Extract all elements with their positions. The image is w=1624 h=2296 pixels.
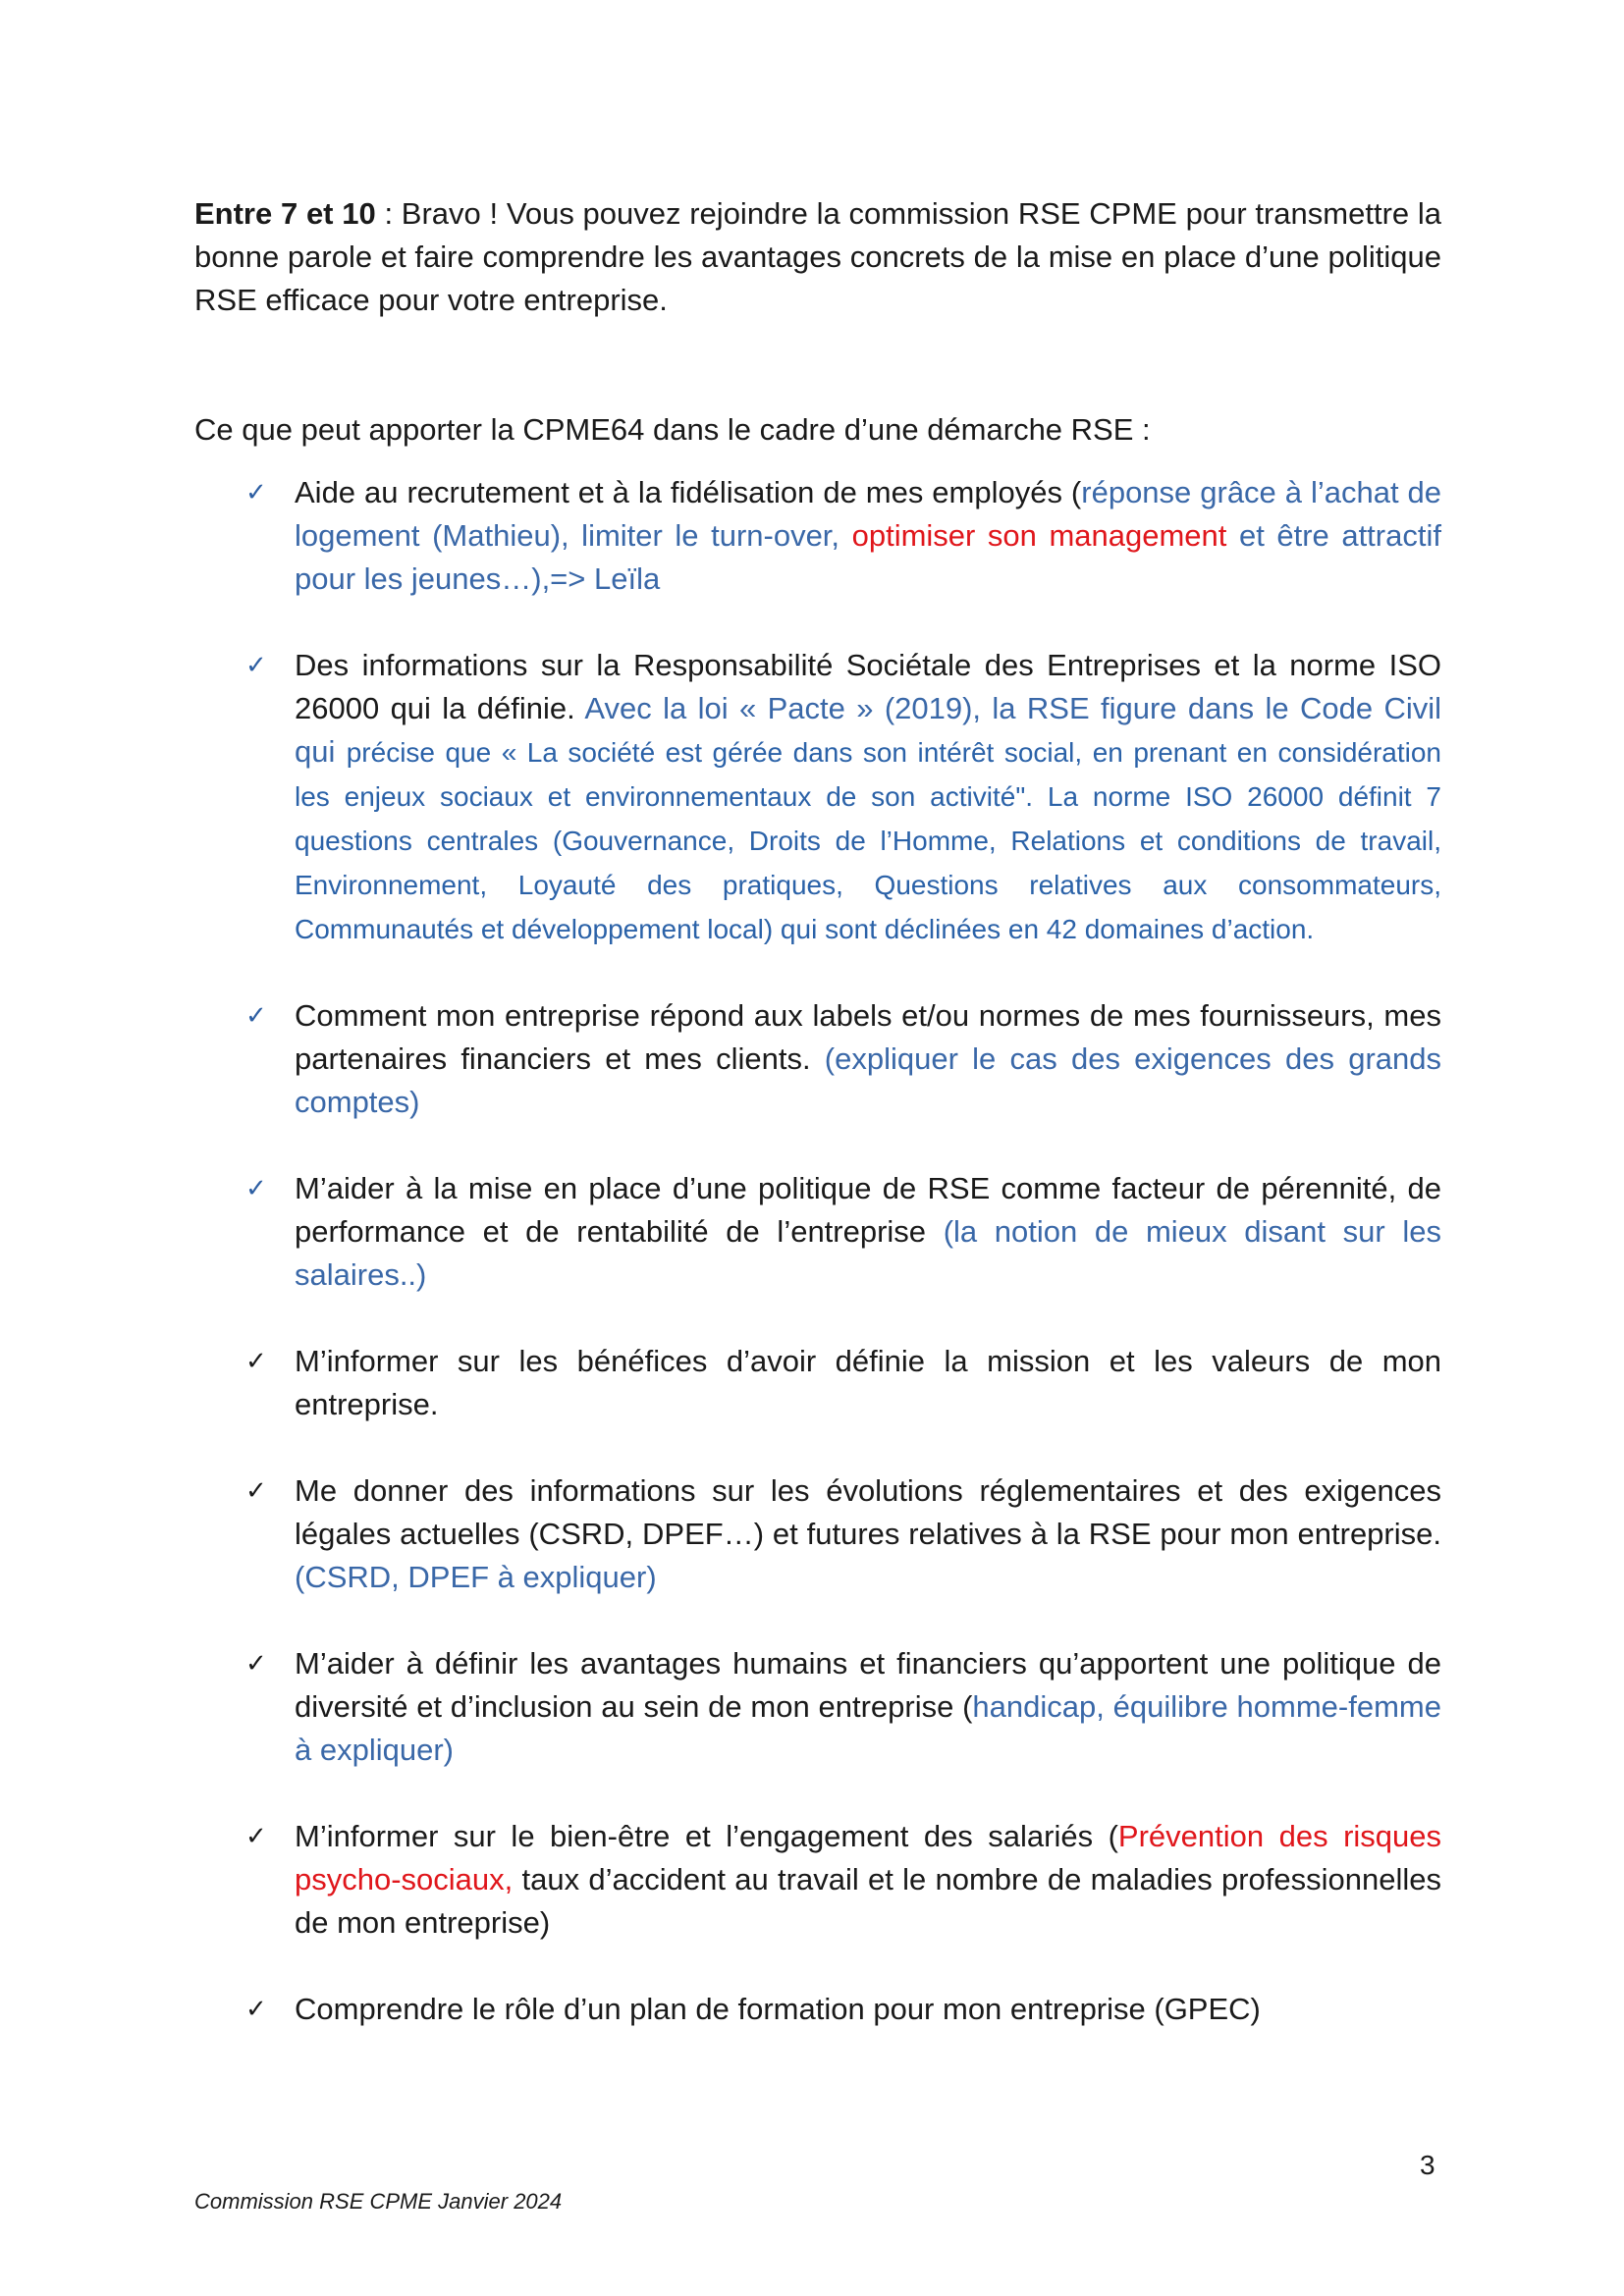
list-item (194, 1815, 1441, 1945)
list-item (194, 1340, 1441, 1426)
item-highlight: Prévention des risques psycho-sociaux, (295, 1819, 1442, 1896)
list-item (194, 1988, 1441, 2031)
page-number: 3 (1420, 2150, 1435, 2180)
item-note: réponse grâce à l’achat de logement (Mathieu), limiter le turn-over, (295, 475, 1442, 553)
list-item (194, 1167, 1441, 1297)
item-text: M’informer sur le bien-être et l’engagement des salariés ( (295, 1819, 1118, 1853)
checkmark-icon: ✓ (245, 478, 267, 507)
item-note: (la notion de mieux disant sur les salaires..) (295, 1214, 1441, 1292)
checkmark-icon: ✓ (245, 1649, 267, 1679)
intro-paragraph (194, 192, 1441, 322)
item-text: taux d’accident au travail et le nombre de maladies professionnelles de mon entreprise) (295, 1862, 1441, 1940)
item-text: Aide au recrutement et à la fidélisation de mes employés ( (295, 475, 1082, 509)
benefits-list (194, 471, 1441, 2031)
item-note: Avec la loi « Pacte » (2019), la RSE figure dans le Code Civil qui (295, 691, 1441, 769)
checkmark-icon: ✓ (245, 1476, 267, 1506)
item-text: Des informations sur la Responsabilité Sociétale des Entreprises et la norme ISO 26000 qui la définie. (295, 648, 1441, 725)
list-item (194, 1642, 1441, 1772)
checkmark-icon: ✓ (245, 651, 267, 680)
intro-bold: Entre 7 et 10 (194, 196, 376, 231)
item-text: M’aider à la mise en place d’une politique de RSE comme facteur de pérennité, de performance et de rentabilité de l’entreprise (295, 1171, 1441, 1249)
list-item (194, 644, 1441, 951)
item-note: (CSRD, DPEF à expliquer) (295, 1560, 657, 1594)
intro-text: : Bravo ! Vous pouvez rejoindre la commission RSE CPME pour transmettre la bonne parole et faire comprendre les avantages concrets de la mise en place d’une politique RSE efficace pour votre entreprise. (194, 196, 1441, 317)
list-item (194, 994, 1441, 1124)
document-page (194, 192, 1441, 2074)
item-note: handicap, équilibre homme-femme à expliquer) (295, 1689, 1441, 1767)
lead-sentence: Ce que peut apporter la CPME64 dans le cadre d’une démarche RSE : (194, 412, 1151, 447)
item-text: M’informer sur les bénéfices d’avoir définie la mission et les valeurs de mon entreprise. (295, 1344, 1441, 1421)
item-note: et être attractif pour les jeunes…),=> Leïla (295, 518, 1441, 596)
checkmark-icon: ✓ (245, 1822, 267, 1851)
checkmark-icon: ✓ (245, 1174, 267, 1203)
footer-text: Commission RSE CPME Janvier 2024 (194, 2189, 563, 2214)
item-highlight: optimiser son management (851, 518, 1227, 553)
checkmark-icon: ✓ (245, 1001, 267, 1031)
list-item (194, 471, 1441, 601)
item-text: Comprendre le rôle d’un plan de formation pour mon entreprise (GPEC) (295, 1992, 1261, 2026)
checkmark-icon: ✓ (245, 1995, 267, 2024)
list-item (194, 1469, 1441, 1599)
item-quote: précise que « La société est gérée dans son intérêt social, en prenant en considération les enjeux sociaux et environnementaux de son activité". La norme ISO 26000 définit 7 questions centrales (Gouvernance, Droits de l’Homme, Relations et conditions de travail, Environnement, Loyauté des pratiques, Questions relatives aux consommateurs, Communautés et développement local) qui sont déclinées en 42 domaines d’action. (295, 737, 1442, 944)
checkmark-icon: ✓ (245, 1347, 267, 1376)
item-note: (expliquer le cas des exigences des grands comptes) (295, 1041, 1441, 1119)
item-text: Me donner des informations sur les évolutions réglementaires et des exigences légales actuelles (CSRD, DPEF…) et futures relatives à la RSE pour mon entreprise. (295, 1473, 1441, 1551)
item-text: Comment mon entreprise répond aux labels et/ou normes de mes fournisseurs, mes partenaires financiers et mes clients. (295, 998, 1441, 1076)
item-text: M’aider à définir les avantages humains et financiers qu’apportent une politique de diversité et d’inclusion au sein de mon entreprise ( (295, 1646, 1441, 1724)
